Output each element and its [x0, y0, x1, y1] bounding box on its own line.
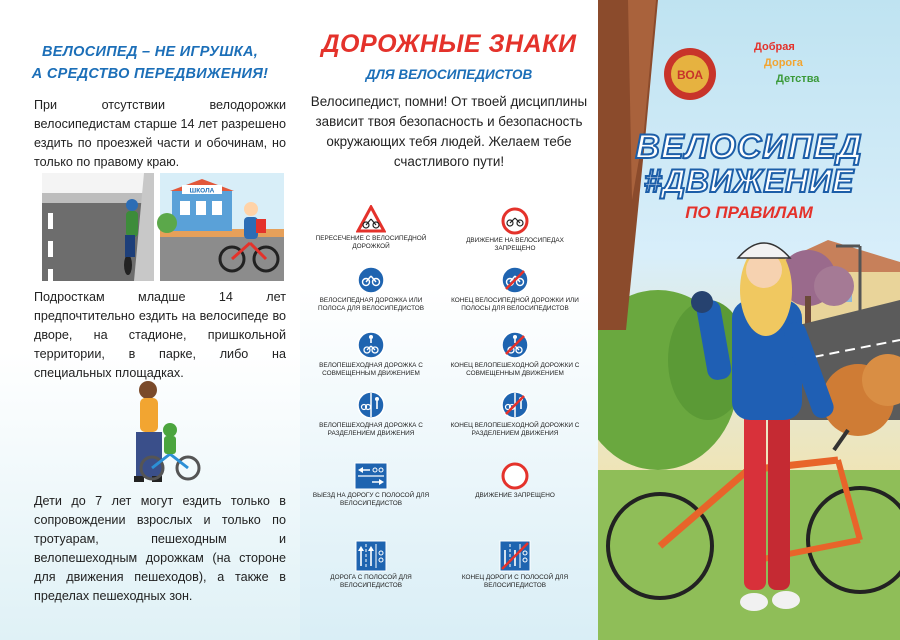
illustration-road-and-school [42, 173, 284, 281]
voa-logo-icon [664, 48, 716, 100]
sign-label: ВЕЛОПЕШЕХОДНАЯ ДОРОЖКА С СОВМЕЩЕННЫМ ДВИЖЕНИЕМ [319, 362, 423, 377]
sign-end-shared-path [450, 330, 580, 377]
sign-bicycle-crossing [306, 205, 436, 250]
sign-no-entry [450, 462, 580, 500]
end-shared-path-icon [500, 330, 530, 360]
sign-label: КОНЕЦ ВЕЛОСИПЕДНОЙ ДОРОЖКИ ИЛИ ПОЛОСЫ ДЛЯ ВЕЛОСИПЕДИСТОВ [451, 297, 579, 312]
paragraph-under-7: Дети до 7 лет могут ездить только в сопровождении взрослых и только по тротуарам, пешеходным и велопешеходным дорожкам (на стороне для движения пешеходов), а также в пределах пешеходных зон. [34, 494, 286, 603]
middle-title: ДОРОЖНЫЕ ЗНАКИ [321, 30, 577, 58]
cover-title-line1: ВЕЛОСИПЕД [635, 128, 863, 166]
end-road-bicycle-lane-icon [499, 540, 531, 572]
school-sign-text: ШКОЛА [189, 187, 215, 195]
middle-subtitle: ДЛЯ ВЕЛОСИПЕДИСТОВ [365, 67, 533, 82]
middle-panel [300, 0, 598, 640]
bicycle-lane-icon [356, 265, 386, 295]
sign-road-entry-bicycle-lane [306, 462, 436, 507]
sign-end-bicycle-lane [450, 265, 580, 312]
sign-label: ВЕЛОСИПЕДНАЯ ДОРОЖКА ИЛИ ПОЛОСА ДЛЯ ВЕЛОСИПЕДИСТОВ [317, 297, 424, 312]
sign-label: КОНЕЦ ВЕЛОПЕШЕХОДНОЙ ДОРОЖКИ С РАЗДЕЛЕНИЕМ ДВИЖЕНИЯ [450, 422, 580, 437]
sign-label: ВЫЕЗД НА ДОРОГУ С ПОЛОСОЙ ДЛЯ ВЕЛОСИПЕДИСТОВ [312, 492, 430, 507]
end-segregated-path-icon [500, 390, 530, 420]
end-bicycle-lane-icon [500, 265, 530, 295]
sign-label: КОНЕЦ ДОРОГИ С ПОЛОСОЙ ДЛЯ ВЕЛОСИПЕДИСТОВ [461, 574, 569, 589]
dd-logo-line2: Дорога [764, 57, 803, 69]
sign-end-segregated-path [450, 390, 580, 437]
sign-label: ДВИЖЕНИЕ НА ВЕЛОСИПЕДАХ ЗАПРЕЩЕНО [466, 237, 564, 252]
segregated-path-icon [356, 390, 386, 420]
road-with-bicycle-lane-icon [355, 540, 387, 572]
dobraya-doroga-logo-icon [754, 41, 820, 85]
sign-shared-path [306, 330, 436, 377]
cover-title-line3: ПО ПРАВИЛАМ [685, 203, 813, 222]
sign-road-with-bicycle-lane [306, 540, 436, 589]
sign-label: ПЕРЕСЕЧЕНИЕ С ВЕЛОСИПЕДНОЙ ДОРОЖКОЙ [315, 235, 427, 250]
dd-logo-line1: Добрая [754, 41, 795, 53]
dd-logo-line3: Детства [776, 73, 820, 85]
middle-note: Велосипедист, помни! От твоей дисциплины зависит твоя безопасность и безопасность окружающих тебя людей. Желаем тебе счастливого пути! [310, 94, 588, 169]
illustration-parent-and-child [118, 378, 208, 488]
left-title-line2: А СРЕДСТВО ПЕРЕДВИЖЕНИЯ! [31, 66, 269, 82]
sign-label: КОНЕЦ ВЕЛОПЕШЕХОДНОЙ ДОРОЖКИ С СОВМЕЩЕННЫМ ДВИЖЕНИЕМ [450, 362, 580, 377]
sign-label: ВЕЛОПЕШЕХОДНАЯ ДОРОЖКА С РАЗДЕЛЕНИЕМ ДВИЖЕНИЯ [319, 422, 423, 437]
cover-panel [598, 0, 900, 640]
left-panel [0, 0, 300, 640]
paragraph-over-14: При отсутствии велодорожки велосипедистам старше 14 лет разрешено ездить по проезжей части и обочинам, но только по правому краю. [34, 98, 286, 169]
sign-segregated-path [306, 390, 436, 437]
shared-path-icon [356, 330, 386, 360]
road-entry-bicycle-lane-icon [354, 462, 388, 490]
voa-logo-text: ВОА [676, 68, 704, 82]
paragraph-under-14: Подросткам младше 14 лет предпочтительно ездить на велосипеде во дворе, на стадионе, пришкольной территории, в парке, либо на специальных площадках. [34, 290, 286, 380]
sign-label: ДВИЖЕНИЕ ЗАПРЕЩЕНО [475, 492, 555, 499]
sign-no-bicycles [450, 207, 580, 252]
triangle-bicycle-crossing-icon [356, 205, 386, 233]
cover-illustration [598, 0, 900, 640]
cover-title-line2: #ДВИЖЕНИЕ [643, 163, 854, 199]
sign-label: ДОРОГА С ПОЛОСОЙ ДЛЯ ВЕЛОСИПЕДИСТОВ [330, 574, 412, 589]
no-bicycles-icon [501, 207, 529, 235]
sign-bicycle-lane [306, 265, 436, 312]
sign-end-road-bicycle-lane [450, 540, 580, 589]
left-title-line1: ВЕЛОСИПЕД – НЕ ИГРУШКА, [41, 44, 259, 60]
no-entry-icon [501, 462, 529, 490]
